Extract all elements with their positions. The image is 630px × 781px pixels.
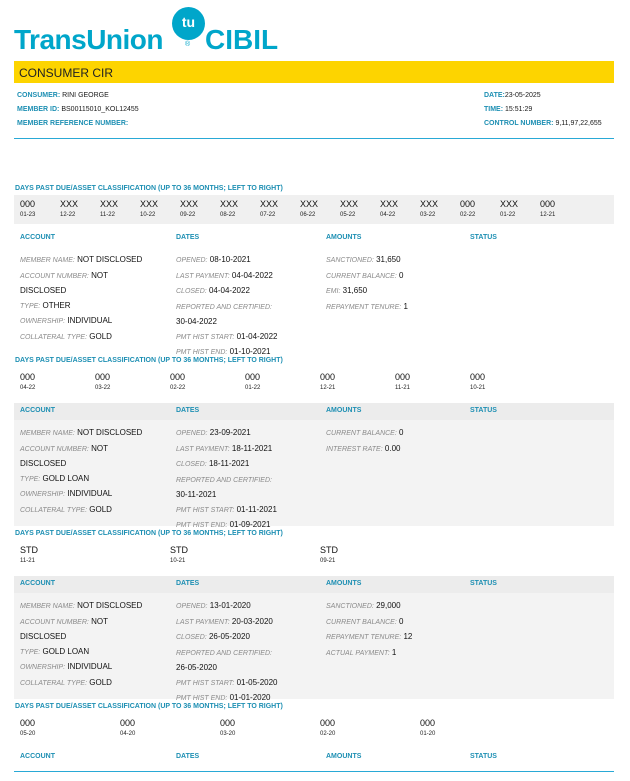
amounts-header: AMOUNTS xyxy=(326,407,362,414)
dpd-cell xyxy=(500,199,540,221)
account-header: ACCOUNT xyxy=(20,753,55,760)
field-label: CLOSED: xyxy=(176,461,207,468)
reported-row xyxy=(176,646,278,662)
account-column xyxy=(20,253,142,345)
dpd-value: STD xyxy=(20,545,38,555)
tu-badge-icon: tu xyxy=(172,7,205,40)
field-value: 18-11-2021 xyxy=(208,459,250,468)
dpd-cell xyxy=(420,199,460,221)
field-value: 04-04-2022 xyxy=(231,270,273,280)
dpd-month: 12-21 xyxy=(320,385,336,391)
field-label: PMT HIST END: xyxy=(176,349,228,356)
field-value: 29,000 xyxy=(376,601,401,610)
account-column xyxy=(20,426,142,518)
type-row xyxy=(20,299,142,315)
opened-row xyxy=(176,426,277,442)
field-value: 12 xyxy=(403,632,413,641)
reported-row xyxy=(176,473,277,489)
dpd-cell xyxy=(320,545,360,567)
member-ref-row xyxy=(17,117,139,131)
last-payment-row xyxy=(176,269,278,285)
field-value: GOLD xyxy=(89,331,112,341)
field-value: INDIVIDUAL xyxy=(67,489,113,498)
dpd-cell xyxy=(170,545,210,567)
account-number-cont xyxy=(20,630,142,645)
field-label: REPAYMENT TENURE: xyxy=(326,634,402,641)
type-row xyxy=(20,472,142,488)
dpd-cell xyxy=(540,199,580,221)
dpd-value: 000 xyxy=(460,199,476,209)
dpd-month: 04-22 xyxy=(20,385,36,391)
field-label: EMI: xyxy=(326,288,341,295)
sanctioned-row xyxy=(326,599,412,615)
field-label: PMT HIST END: xyxy=(176,695,228,702)
report-title: CONSUMER CIR xyxy=(19,66,114,80)
field-label: REPORTED AND CERTIFIED: xyxy=(176,476,272,484)
opened-row xyxy=(176,599,278,615)
amounts-column xyxy=(326,599,412,661)
control-value: 9,11,97,22,655 xyxy=(555,120,602,127)
field-label: REPAYMENT TENURE: xyxy=(326,303,402,311)
dpd-value: 000 xyxy=(20,718,36,728)
dpd-month: 08-22 xyxy=(220,212,236,218)
field-label: TYPE: xyxy=(20,648,41,656)
dates-header: DATES xyxy=(176,580,200,587)
control-label: CONTROL NUMBER: xyxy=(484,120,554,127)
dpd-value: 000 xyxy=(320,718,336,728)
dpd-month: 04-20 xyxy=(120,731,136,737)
dpd-title: DAYS PAST DUE/ASSET CLASSIFICATION (UP TO 36 MONTHS; LEFT TO RIGHT) xyxy=(15,357,283,364)
dpd-value: 000 xyxy=(170,372,186,382)
field-value: INDIVIDUAL xyxy=(67,316,113,325)
field-value: GOLD xyxy=(89,504,112,514)
dpd-month: 02-22 xyxy=(170,385,186,391)
dpd-cell xyxy=(420,718,460,740)
dpd-title: DAYS PAST DUE/ASSET CLASSIFICATION (UP TO 36 MONTHS; LEFT TO RIGHT) xyxy=(15,530,283,537)
pmt-start-row xyxy=(176,503,277,519)
dpd-cell xyxy=(380,199,420,221)
field-label: LAST PAYMENT: xyxy=(176,618,230,626)
field-label: CURRENT BALANCE: xyxy=(326,430,397,437)
dpd-band-1 xyxy=(14,195,614,224)
dpd-cell xyxy=(170,372,210,394)
control-row xyxy=(484,117,602,131)
field-label: LAST PAYMENT: xyxy=(176,272,230,280)
account-header-1 xyxy=(14,230,614,247)
dpd-cell xyxy=(320,718,360,740)
closed-row xyxy=(176,457,277,473)
field-value: 04-04-2022 xyxy=(208,286,250,295)
dpd-title: DAYS PAST DUE/ASSET CLASSIFICATION (UP TO 36 MONTHS; LEFT TO RIGHT) xyxy=(15,703,283,710)
field-label: CURRENT BALANCE: xyxy=(326,272,397,280)
field-value: 31,650 xyxy=(376,255,401,264)
pmt-start-row xyxy=(176,330,278,346)
last-payment-row xyxy=(176,442,277,458)
field-value: 30-04-2022 xyxy=(176,317,217,326)
dpd-value: XXX xyxy=(220,199,239,209)
dpd-cell xyxy=(320,372,360,394)
field-value: GOLD LOAN xyxy=(42,473,90,483)
dpd-cell xyxy=(140,199,180,221)
dpd-value: 000 xyxy=(540,199,556,209)
field-value: 01-10-2021 xyxy=(229,347,271,356)
member-id-value: BS00115010_KOL12455 xyxy=(61,106,139,113)
collateral-row xyxy=(20,503,142,519)
dpd-month: 12-21 xyxy=(540,212,556,218)
field-value: 01-01-2020 xyxy=(229,693,271,702)
dpd-month: 10-22 xyxy=(140,212,156,218)
dpd-value: 000 xyxy=(320,372,336,382)
amounts-header: AMOUNTS xyxy=(326,234,362,241)
field-label: ACCOUNT NUMBER: xyxy=(20,272,89,280)
field-value: 20-03-2020 xyxy=(231,616,273,626)
dpd-value: 000 xyxy=(20,199,36,209)
consumer-row xyxy=(17,89,139,103)
dpd-value: XXX xyxy=(180,199,199,209)
actual-payment-row xyxy=(326,646,412,662)
time-label: TIME: xyxy=(484,106,504,113)
field-value: 26-05-2020 xyxy=(208,632,250,641)
dpd-cell xyxy=(460,199,500,221)
dpd-cell xyxy=(20,199,60,221)
amounts-header: AMOUNTS xyxy=(326,580,362,587)
dpd-cell xyxy=(95,372,135,394)
tenure-row xyxy=(326,300,408,316)
reported-date xyxy=(176,661,278,676)
member-id-row xyxy=(17,103,139,117)
account-number-cont xyxy=(20,284,142,299)
field-label: COLLATERAL TYPE: xyxy=(20,333,88,341)
field-value: 0 xyxy=(399,428,404,437)
dpd-month: 11-21 xyxy=(20,558,35,564)
field-value: DISCLOSED xyxy=(20,632,67,641)
field-label: LAST PAYMENT: xyxy=(176,445,230,453)
account-details-3 xyxy=(14,593,614,702)
field-label: MEMBER NAME: xyxy=(20,257,75,264)
dpd-month: 05-22 xyxy=(340,212,356,218)
dates-column xyxy=(176,426,277,534)
field-value: 01-04-2022 xyxy=(236,331,278,341)
account-number-row xyxy=(20,269,142,285)
field-label: CURRENT BALANCE: xyxy=(326,618,397,626)
dpd-month: 01-22 xyxy=(245,385,261,391)
field-label: MEMBER NAME: xyxy=(20,430,75,437)
dpd-month: 11-21 xyxy=(395,385,410,391)
dpd-month: 03-22 xyxy=(420,212,436,218)
field-label: ACCOUNT NUMBER: xyxy=(20,618,89,626)
field-value: 01-11-2021 xyxy=(236,504,277,514)
dates-column xyxy=(176,253,278,361)
dpd-cell xyxy=(220,718,260,740)
dpd-month: 07-22 xyxy=(260,212,276,218)
dpd-cell xyxy=(300,199,340,221)
type-row xyxy=(20,645,142,661)
status-header: STATUS xyxy=(470,753,497,760)
dpd-value: 000 xyxy=(470,372,486,382)
field-value: 01-05-2020 xyxy=(236,677,278,687)
dpd-month: 02-20 xyxy=(320,731,336,737)
field-label: SANCTIONED: xyxy=(326,603,374,610)
date-value: 23-05-2025 xyxy=(504,92,541,99)
current-balance-row xyxy=(326,269,408,285)
ownership-row xyxy=(20,660,142,676)
dpd-value: XXX xyxy=(340,199,359,209)
dpd-value: XXX xyxy=(380,199,399,209)
dpd-cell xyxy=(260,199,300,221)
report-info xyxy=(484,89,602,131)
dates-column xyxy=(176,599,278,707)
field-label: OPENED: xyxy=(176,257,208,264)
field-value: DISCLOSED xyxy=(20,286,67,295)
field-value: 23-09-2021 xyxy=(209,428,251,437)
field-value: DISCLOSED xyxy=(20,459,67,468)
dpd-value: 000 xyxy=(395,372,411,382)
status-header: STATUS xyxy=(470,234,497,241)
dpd-cell xyxy=(395,372,435,394)
dates-header: DATES xyxy=(176,234,200,241)
dpd-cell xyxy=(340,199,380,221)
dpd-cell xyxy=(20,545,60,567)
account-header-2 xyxy=(14,403,614,420)
field-value: 31,650 xyxy=(342,286,368,295)
emi-row xyxy=(326,284,408,300)
header-divider xyxy=(14,138,614,139)
dpd-band-4 xyxy=(14,713,614,743)
status-header: STATUS xyxy=(470,580,497,587)
account-header: ACCOUNT xyxy=(20,580,55,587)
amounts-header: AMOUNTS xyxy=(326,753,362,760)
time-row xyxy=(484,103,602,117)
field-value: NOT xyxy=(91,616,108,626)
date-row xyxy=(484,89,602,103)
account-column xyxy=(20,599,142,691)
dpd-cell xyxy=(180,199,220,221)
dpd-value: 000 xyxy=(420,718,436,728)
dpd-value: 000 xyxy=(20,372,36,382)
field-label: COLLATERAL TYPE: xyxy=(20,506,88,514)
dpd-value: XXX xyxy=(420,199,439,209)
dpd-month: 03-20 xyxy=(220,731,236,737)
current-balance-row xyxy=(326,426,403,442)
member-ref-label: MEMBER REFERENCE NUMBER: xyxy=(17,120,129,127)
dpd-cell xyxy=(470,372,510,394)
dpd-value: XXX xyxy=(260,199,279,209)
field-value: GOLD LOAN xyxy=(42,646,90,656)
logo-cibil-text: CIBIL xyxy=(205,24,279,55)
amounts-column xyxy=(326,426,403,457)
dpd-value: STD xyxy=(170,545,188,555)
dpd-month: 12-22 xyxy=(60,212,76,218)
dpd-value: XXX xyxy=(140,199,159,209)
ownership-row xyxy=(20,314,142,330)
field-value: OTHER xyxy=(42,300,71,310)
dpd-month: 05-20 xyxy=(20,731,36,737)
date-label: DATE: xyxy=(484,92,505,99)
collateral-row xyxy=(20,330,142,346)
field-label: CLOSED: xyxy=(176,288,207,295)
consumer-info xyxy=(17,89,139,131)
account-header-4 xyxy=(14,749,614,766)
dpd-value: XXX xyxy=(500,199,519,209)
dates-header: DATES xyxy=(176,753,200,760)
field-label: PMT HIST START: xyxy=(176,679,235,687)
reported-date xyxy=(176,315,278,330)
dpd-month: 02-22 xyxy=(460,212,476,218)
dpd-month: 10-21 xyxy=(470,385,486,391)
field-value: NOT DISCLOSED xyxy=(77,428,143,437)
dpd-cell xyxy=(20,718,60,740)
field-value: 1 xyxy=(403,301,408,311)
collateral-row xyxy=(20,676,142,692)
dpd-cell xyxy=(120,718,160,740)
logo-transunion-text: TransUnion xyxy=(14,24,164,55)
field-value: GOLD xyxy=(89,677,112,687)
field-label: OPENED: xyxy=(176,430,208,437)
field-value: NOT xyxy=(91,443,108,453)
dpd-cell xyxy=(220,199,260,221)
member-name-row xyxy=(20,253,142,269)
dpd-month: 09-22 xyxy=(180,212,196,218)
field-value: NOT DISCLOSED xyxy=(77,255,143,264)
field-label: ACCOUNT NUMBER: xyxy=(20,445,89,453)
field-label: PMT HIST START: xyxy=(176,333,235,341)
dpd-value: 000 xyxy=(245,372,261,382)
field-value: NOT xyxy=(91,270,108,280)
dpd-month: 03-22 xyxy=(95,385,111,391)
dpd-month: 01-22 xyxy=(500,212,516,218)
account-number-row xyxy=(20,442,142,458)
dpd-value: XXX xyxy=(100,199,119,209)
field-value: 26-05-2020 xyxy=(176,663,217,672)
dpd-value: 000 xyxy=(220,718,236,728)
field-value: 0 xyxy=(399,616,404,626)
dpd-title: DAYS PAST DUE/ASSET CLASSIFICATION (UP TO 36 MONTHS; LEFT TO RIGHT) xyxy=(15,185,283,192)
dpd-cell xyxy=(100,199,140,221)
account-number-cont xyxy=(20,457,142,472)
opened-row xyxy=(176,253,278,269)
pmt-start-row xyxy=(176,676,278,692)
ownership-row xyxy=(20,487,142,503)
transunion-cibil-logo xyxy=(14,6,314,56)
dates-header: DATES xyxy=(176,407,200,414)
dpd-cell xyxy=(20,372,60,394)
dpd-month: 06-22 xyxy=(300,212,316,218)
dpd-month: 01-20 xyxy=(420,731,436,737)
field-label: OPENED: xyxy=(176,603,208,610)
account-number-row xyxy=(20,615,142,631)
dpd-band-2 xyxy=(14,367,614,397)
account-header-3 xyxy=(14,576,614,593)
field-label: COLLATERAL TYPE: xyxy=(20,679,88,687)
field-value: 0 xyxy=(399,270,404,280)
field-value: 08-10-2021 xyxy=(209,255,251,264)
field-label: REPORTED AND CERTIFIED: xyxy=(176,649,272,657)
field-value: NOT DISCLOSED xyxy=(77,601,143,610)
field-label: MEMBER NAME: xyxy=(20,603,75,610)
status-header: STATUS xyxy=(470,407,497,414)
field-value: 01-09-2021 xyxy=(229,520,271,529)
dpd-band-3 xyxy=(14,540,614,570)
member-id-label: MEMBER ID: xyxy=(17,106,60,113)
dpd-value: XXX xyxy=(300,199,319,209)
member-name-row xyxy=(20,599,142,615)
field-label: CLOSED: xyxy=(176,634,207,641)
tenure-row xyxy=(326,630,412,646)
field-value: 1 xyxy=(391,647,397,657)
account-details-2 xyxy=(14,420,614,529)
dpd-value: 000 xyxy=(120,718,136,728)
report-title-bar xyxy=(14,61,614,83)
consumer-value: RINI GEORGE xyxy=(62,92,109,99)
field-label: OWNERSHIP: xyxy=(20,664,66,671)
field-value: 13-01-2020 xyxy=(209,601,251,610)
account-header: ACCOUNT xyxy=(20,234,55,241)
time-value: 15:51:29 xyxy=(505,106,533,113)
field-value: 0.00 xyxy=(384,443,401,453)
section-divider xyxy=(14,771,614,772)
field-label: OWNERSHIP: xyxy=(20,318,66,325)
account-header: ACCOUNT xyxy=(20,407,55,414)
field-label: SANCTIONED: xyxy=(326,257,374,264)
dpd-month: 04-22 xyxy=(380,212,396,218)
field-label: PMT HIST START: xyxy=(176,506,235,514)
dpd-month: 01-23 xyxy=(20,212,36,218)
member-name-row xyxy=(20,426,142,442)
dpd-month: 10-21 xyxy=(170,558,186,564)
field-value: 30-11-2021 xyxy=(176,490,217,499)
field-label: TYPE: xyxy=(20,302,41,310)
reported-date xyxy=(176,488,277,503)
field-label: INTEREST RATE: xyxy=(326,445,383,453)
dpd-cell xyxy=(245,372,285,394)
account-details-1 xyxy=(14,253,614,356)
dpd-month: 11-22 xyxy=(100,212,115,218)
dpd-value: 000 xyxy=(95,372,111,382)
field-label: OWNERSHIP: xyxy=(20,491,66,498)
interest-rate-row xyxy=(326,442,403,458)
field-label: TYPE: xyxy=(20,475,41,483)
reported-row xyxy=(176,300,278,316)
dpd-value: STD xyxy=(320,545,338,555)
amounts-column xyxy=(326,253,408,315)
field-label: REPORTED AND CERTIFIED: xyxy=(176,303,272,311)
field-value: 18-11-2021 xyxy=(231,443,273,453)
consumer-label: CONSUMER: xyxy=(17,92,61,99)
field-label: ACTUAL PAYMENT: xyxy=(326,649,390,657)
field-label: PMT HIST END: xyxy=(176,522,228,529)
current-balance-row xyxy=(326,615,412,631)
last-payment-row xyxy=(176,615,278,631)
dpd-value: XXX xyxy=(60,199,79,209)
dpd-month: 09-21 xyxy=(320,558,336,564)
closed-row xyxy=(176,630,278,646)
dpd-cell xyxy=(60,199,100,221)
sanctioned-row xyxy=(326,253,408,269)
closed-row xyxy=(176,284,278,300)
field-value: INDIVIDUAL xyxy=(67,662,113,671)
registered-mark: ® xyxy=(185,41,191,48)
